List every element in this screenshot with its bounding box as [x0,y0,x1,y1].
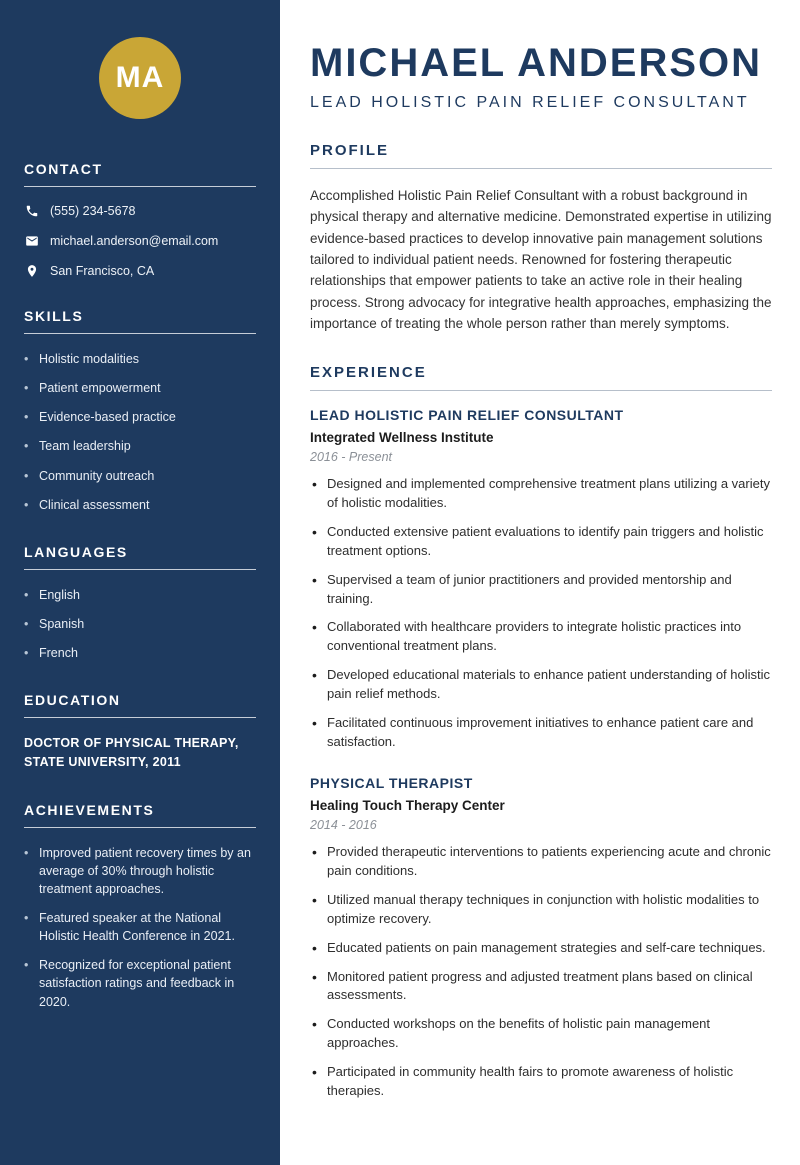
phone-icon [24,203,39,218]
profile-text: Accomplished Holistic Pain Relief Consultant with a robust background in physical therapy and alternative medicine. Demonstrated expertise in utilizing evidence-based practices to develop innovative pain management solutions tailored to individual patient needs. Renowned for fostering therapeutic relationships that empower patients to take an active role in their healing process. Strong advocacy for integrative health approaches, emphasizing the importance of treating the whole person rather than merely symptoms. [310,188,772,331]
achievements-list [24,844,256,1011]
language-item: • French [24,644,256,662]
contact-email: michael.anderson@email.com [50,233,219,248]
languages-section [24,544,256,662]
map-pin-icon [24,263,39,278]
job-bullet: • Participated in community health fairs to promote awareness of holistic therapies. [310,1063,772,1101]
job-bullet: • Provided therapeutic interventions to patients experiencing acute and chronic pain conditions. [310,843,772,881]
job-bullet: • Utilized manual therapy techniques in conjunction with holistic modalities to optimize recovery. [310,891,772,929]
achievement-item: • Improved patient recovery times by an average of 30% through holistic treatment approaches. [24,844,256,898]
job-bullet: • Developed educational materials to enhance patient understanding of holistic pain relief methods. [310,666,772,704]
achievement-item: • Featured speaker at the National Holistic Health Conference in 2021. [24,909,256,945]
contact-location: San Francisco, CA [50,263,155,278]
main-content [280,0,800,1165]
languages-heading: LANGUAGES [24,544,256,570]
skill-item: • Community outreach [24,467,256,485]
job-role: PHYSICAL THERAPIST [310,775,473,792]
person-title: LEAD HOLISTIC PAIN RELIEF CONSULTANT [310,94,750,111]
job-bullet: • Designed and implemented comprehensive treatment plans utilizing a variety of holistic modalities. [310,475,772,513]
job-bullet: • Supervised a team of junior practitioners and provided mentorship and training. [310,571,772,609]
skill-item: • Evidence-based practice [24,408,256,426]
job-dates: 2016 - Present [310,450,392,465]
skills-heading: SKILLS [24,308,256,334]
contact-section [24,161,256,278]
achievements-heading: ACHIEVEMENTS [24,802,256,828]
job-dates: 2014 - 2016 [310,818,377,833]
sidebar [0,0,280,1165]
avatar-initials: MA [115,61,165,94]
skill-item: • Clinical assessment [24,496,256,514]
person-name: MICHAEL ANDERSON [310,41,763,85]
avatar [99,37,181,119]
contact-heading: CONTACT [24,161,256,187]
education-heading: EDUCATION [24,692,256,718]
profile-heading: PROFILE [310,142,772,169]
skills-list [24,350,256,514]
job-bullet-list [310,475,772,751]
achievements-section [24,802,256,1011]
education-entry: DOCTOR OF PHYSICAL THERAPY, STATE UNIVERSITY, 2011 [24,736,239,769]
contact-email-row [24,233,256,248]
contact-phone: (555) 234-5678 [50,203,136,218]
job-company: Integrated Wellness Institute [310,430,494,446]
job-bullet: • Collaborated with healthcare providers to integrate holistic practices into conventional treatment plans. [310,618,772,656]
experience-job [310,775,772,1100]
language-item: • English [24,586,256,604]
job-company: Healing Touch Therapy Center [310,798,505,814]
job-role: LEAD HOLISTIC PAIN RELIEF CONSULTANT [310,407,624,424]
languages-list [24,586,256,662]
experience-heading: EXPERIENCE [310,364,772,391]
achievement-item: • Recognized for exceptional patient satisfaction ratings and feedback in 2020. [24,956,256,1010]
contact-location-row [24,263,256,278]
job-bullet: • Facilitated continuous improvement initiatives to enhance patient care and satisfaction. [310,714,772,752]
job-bullet: • Monitored patient progress and adjusted treatment plans based on clinical assessments. [310,968,772,1006]
job-bullet: • Educated patients on pain management strategies and self-care techniques. [310,939,772,958]
education-section [24,692,256,772]
job-bullet-list [310,843,772,1100]
skills-section [24,308,256,514]
job-bullet: • Conducted workshops on the benefits of holistic pain management approaches. [310,1015,772,1053]
envelope-icon [24,233,39,248]
job-bullet: • Conducted extensive patient evaluations to identify pain triggers and holistic treatment options. [310,523,772,561]
skill-item: • Team leadership [24,437,256,455]
language-item: • Spanish [24,615,256,633]
experience-job [310,407,772,751]
skill-item: • Patient empowerment [24,379,256,397]
contact-phone-row [24,203,256,218]
skill-item: • Holistic modalities [24,350,256,368]
